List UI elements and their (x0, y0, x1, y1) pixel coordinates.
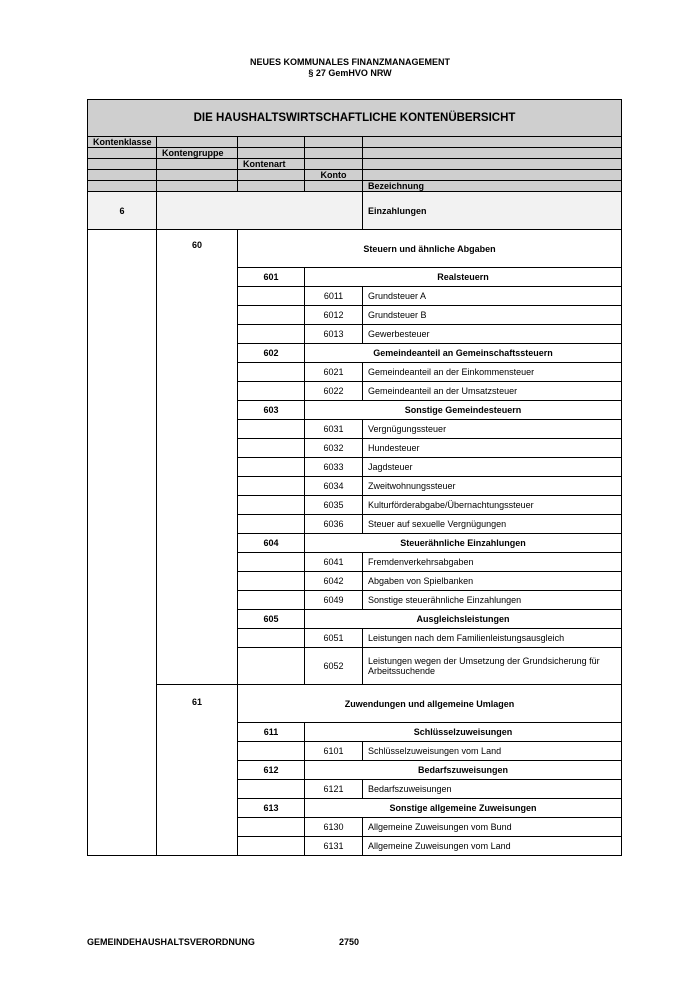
konto-empty-cell (238, 818, 305, 837)
konto-empty-cell (238, 742, 305, 761)
kontenart-label: Gemeindeanteil an Gemeinschaftssteuern (305, 344, 622, 363)
kontenart-label: Realsteuern (305, 268, 622, 287)
konto-label: Schlüsselzuweisungen vom Land (363, 742, 622, 761)
gruppe-code: 61 (157, 685, 238, 856)
table-title: DIE HAUSHALTSWIRTSCHAFTLICHE KONTENÜBERSICHT (88, 100, 622, 137)
col-header-klasse: Kontenklasse (88, 137, 157, 148)
klasse-row (88, 192, 622, 230)
gruppe-label: Zuwendungen und allgemeine Umlagen (238, 685, 622, 723)
konto-label: Kulturförderabgabe/Übernachtungssteuer (363, 496, 622, 515)
konto-code: 6032 (305, 439, 363, 458)
konto-label: Grundsteuer A (363, 287, 622, 306)
konto-label: Gemeindeanteil an der Einkommensteuer (363, 363, 622, 382)
konto-label: Leistungen wegen der Umsetzung der Grundsicherung für Arbeitssuchende (363, 648, 622, 685)
gruppe-row (88, 685, 622, 723)
kontenart-code: 612 (238, 761, 305, 780)
konto-code: 6035 (305, 496, 363, 515)
konto-label: Hundesteuer (363, 439, 622, 458)
gruppe-row (88, 230, 622, 268)
kontenart-label: Sonstige Gemeindesteuern (305, 401, 622, 420)
col-header-art: Kontenart (238, 159, 305, 170)
konto-code: 6021 (305, 363, 363, 382)
header-line-2: § 27 GemHVO NRW (308, 68, 392, 78)
kontenart-label: Schlüsselzuweisungen (305, 723, 622, 742)
konto-code: 6051 (305, 629, 363, 648)
konto-label: Gewerbesteuer (363, 325, 622, 344)
konto-code: 6052 (305, 648, 363, 685)
kontenart-code: 613 (238, 799, 305, 818)
col-header-bezeichnung: Bezeichnung (363, 181, 622, 192)
konto-label: Steuer auf sexuelle Vergnügungen (363, 515, 622, 534)
konto-code: 6011 (305, 287, 363, 306)
col-header-konto: Konto (305, 170, 363, 181)
document-header (0, 57, 700, 79)
konto-code: 6042 (305, 572, 363, 591)
konto-empty-cell (238, 780, 305, 799)
konto-code: 6034 (305, 477, 363, 496)
konto-code: 6049 (305, 591, 363, 610)
konto-code: 6012 (305, 306, 363, 325)
col-header-gruppe: Kontengruppe (157, 148, 238, 159)
klasse-code: 6 (88, 192, 157, 230)
gruppe-code: 60 (157, 230, 238, 685)
document-footer (87, 937, 360, 947)
konto-code: 6033 (305, 458, 363, 477)
konto-empty-cell (238, 496, 305, 515)
konto-empty-cell (238, 382, 305, 401)
konto-label: Fremdenverkehrsabgaben (363, 553, 622, 572)
konto-code: 6022 (305, 382, 363, 401)
klasse-label: Einzahlungen (363, 192, 622, 230)
konto-empty-cell (238, 325, 305, 344)
konto-empty-cell (238, 572, 305, 591)
konto-label: Bedarfszuweisungen (363, 780, 622, 799)
konto-label: Sonstige steuerähnliche Einzahlungen (363, 591, 622, 610)
konto-empty-cell (238, 553, 305, 572)
konto-label: Allgemeine Zuweisungen vom Bund (363, 818, 622, 837)
header-row-bezeichnung (88, 181, 622, 192)
konto-label: Zweitwohnungssteuer (363, 477, 622, 496)
konto-label: Abgaben von Spielbanken (363, 572, 622, 591)
kontenart-label: Steuerähnliche Einzahlungen (305, 534, 622, 553)
konto-empty-cell (238, 837, 305, 856)
gruppe-label: Steuern und ähnliche Abgaben (238, 230, 622, 268)
kontenart-code: 604 (238, 534, 305, 553)
header-row-klasse (88, 137, 622, 148)
kontenart-code: 601 (238, 268, 305, 287)
konto-code: 6101 (305, 742, 363, 761)
header-row-konto (88, 170, 622, 181)
konto-label: Vergnügungssteuer (363, 420, 622, 439)
konto-code: 6036 (305, 515, 363, 534)
konto-empty-cell (238, 477, 305, 496)
table-title-row (88, 100, 622, 137)
konto-empty-cell (238, 287, 305, 306)
page-number: 2750 (339, 937, 360, 947)
konto-label: Jagdsteuer (363, 458, 622, 477)
konto-empty-cell (238, 648, 305, 685)
konto-empty-cell (238, 363, 305, 382)
konto-empty-cell (238, 629, 305, 648)
footer-title: GEMEINDEHAUSHALTSVERORDNUNG (87, 937, 255, 947)
kontenart-code: 603 (238, 401, 305, 420)
konto-label: Allgemeine Zuweisungen vom Land (363, 837, 622, 856)
klasse-spacer-cell (88, 230, 157, 856)
header-row-gruppe (88, 148, 622, 159)
konto-code: 6031 (305, 420, 363, 439)
kontenart-label: Bedarfszuweisungen (305, 761, 622, 780)
kontenart-code: 602 (238, 344, 305, 363)
konto-code: 6130 (305, 818, 363, 837)
kontenart-label: Ausgleichsleistungen (305, 610, 622, 629)
header-line-1: NEUES KOMMUNALES FINANZMANAGEMENT (250, 57, 450, 67)
konto-label: Gemeindeanteil an der Umsatzsteuer (363, 382, 622, 401)
konto-empty-cell (238, 439, 305, 458)
konto-label: Leistungen nach dem Familienleistungsausgleich (363, 629, 622, 648)
konto-empty-cell (238, 458, 305, 477)
konto-code: 6041 (305, 553, 363, 572)
konto-empty-cell (238, 591, 305, 610)
konto-code: 6013 (305, 325, 363, 344)
kontenart-code: 611 (238, 723, 305, 742)
kontenart-code: 605 (238, 610, 305, 629)
konto-code: 6121 (305, 780, 363, 799)
konto-empty-cell (238, 515, 305, 534)
konto-empty-cell (238, 306, 305, 325)
kontenart-label: Sonstige allgemeine Zuweisungen (305, 799, 622, 818)
konto-empty-cell (238, 420, 305, 439)
konto-code: 6131 (305, 837, 363, 856)
konten-table (87, 99, 622, 856)
header-row-art (88, 159, 622, 170)
konto-label: Grundsteuer B (363, 306, 622, 325)
